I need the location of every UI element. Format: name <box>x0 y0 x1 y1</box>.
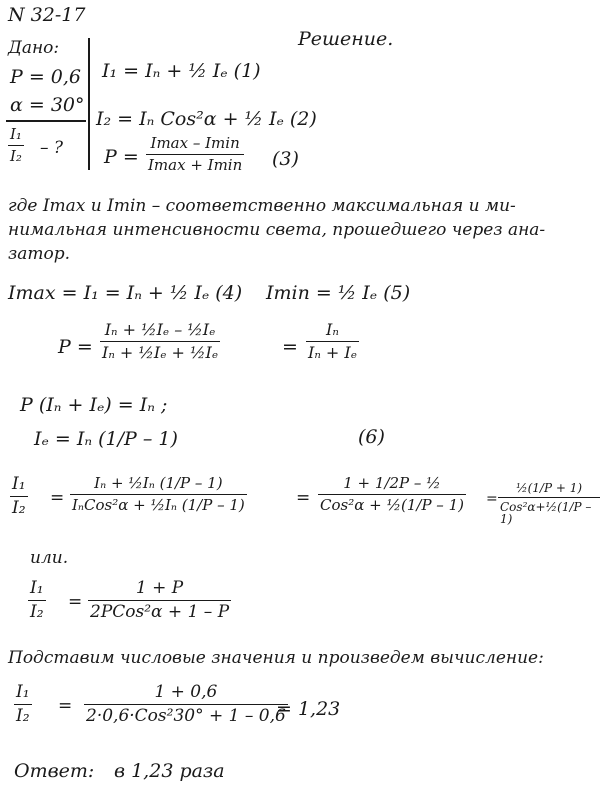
where-line-1: где Imax и Imin – соответственно максимальная и ми- <box>8 196 516 216</box>
equation-2: I₂ = Iₙ Cos²α + ½ Iₑ (2) <box>96 108 317 130</box>
numeric-result: = 1,23 <box>276 698 341 720</box>
imax-equation: Imax = I₁ = Iₙ + ½ Iₑ (4) <box>8 282 243 304</box>
ratio1-fraction-a: Iₙ + ½Iₙ (1/P – 1) IₙCos²α + ½Iₙ (1/P – 1) <box>72 474 245 514</box>
find-fraction: I₁ I₂ <box>10 125 22 165</box>
p-equation: P (Iₙ + Iₑ) = Iₙ ; <box>20 394 168 416</box>
ratio1-fraction-b: 1 + 1/2P – ½ Cos²α + ½(1/P – 1) <box>320 474 464 514</box>
ratio2-equals: = <box>68 592 83 612</box>
numeric-equals: = <box>58 696 73 716</box>
imin-equation: Imin = ½ Iₑ (5) <box>266 282 411 304</box>
equation-1: I₁ = Iₙ + ½ Iₑ (1) <box>102 60 261 82</box>
given-alpha: α = 30° <box>10 94 85 116</box>
where-line-2: нимальная интенсивности света, прошедшего через ана- <box>8 220 546 240</box>
problem-number: N 32-17 <box>8 4 86 26</box>
p-expr-result-fraction: Iₙ Iₙ + Iₑ <box>308 320 357 362</box>
answer-label: Ответ: <box>14 760 95 782</box>
substitute-text: Подставим числовые значения и произведем вычисление: <box>8 648 544 668</box>
ie-equation: Iₑ = Iₙ (1/P – 1) <box>34 428 178 450</box>
ratio1-lhs: I₁ I₂ <box>12 474 26 518</box>
numeric-lhs: I₁ I₂ <box>16 682 30 726</box>
ratio1-eq-3: = <box>486 491 498 507</box>
ratio1-eq-2: = <box>296 488 311 508</box>
solution-title: Решение. <box>298 28 394 50</box>
p-expr-lhs: P = <box>58 336 93 358</box>
p-expr-fraction: Iₙ + ½Iₑ – ½Iₑ Iₙ + ½Iₑ + ½Iₑ <box>102 320 219 362</box>
where-line-3: затор. <box>8 244 71 264</box>
p-expr-equals: = <box>282 336 298 358</box>
ie-tag: (6) <box>358 426 385 448</box>
given-title: Дано: <box>8 38 60 58</box>
ratio1-fraction-c: ½(1/P + 1) Cos²α+½(1/P – 1) <box>498 482 600 526</box>
numeric-fraction: 1 + 0,6 2·0,6·Cos²30° + 1 – 0,6 <box>86 682 286 726</box>
equation-3-lhs: P = <box>104 146 139 168</box>
find-question: – ? <box>40 138 64 158</box>
given-vertical-line <box>88 38 90 170</box>
ratio2-lhs: I₁ I₂ <box>30 578 44 622</box>
ratio2-fraction: 1 + P 2PCos²α + 1 – P <box>90 578 230 622</box>
answer-value: в 1,23 раза <box>114 760 225 782</box>
ratio1-eq-1: = <box>50 488 65 508</box>
equation-3-fraction: Imax – Imin Imax + Imin <box>148 134 243 174</box>
given-p: P = 0,6 <box>10 66 81 88</box>
given-divider <box>6 120 86 122</box>
equation-3-tag: (3) <box>272 148 299 170</box>
or-text: или. <box>30 548 69 568</box>
